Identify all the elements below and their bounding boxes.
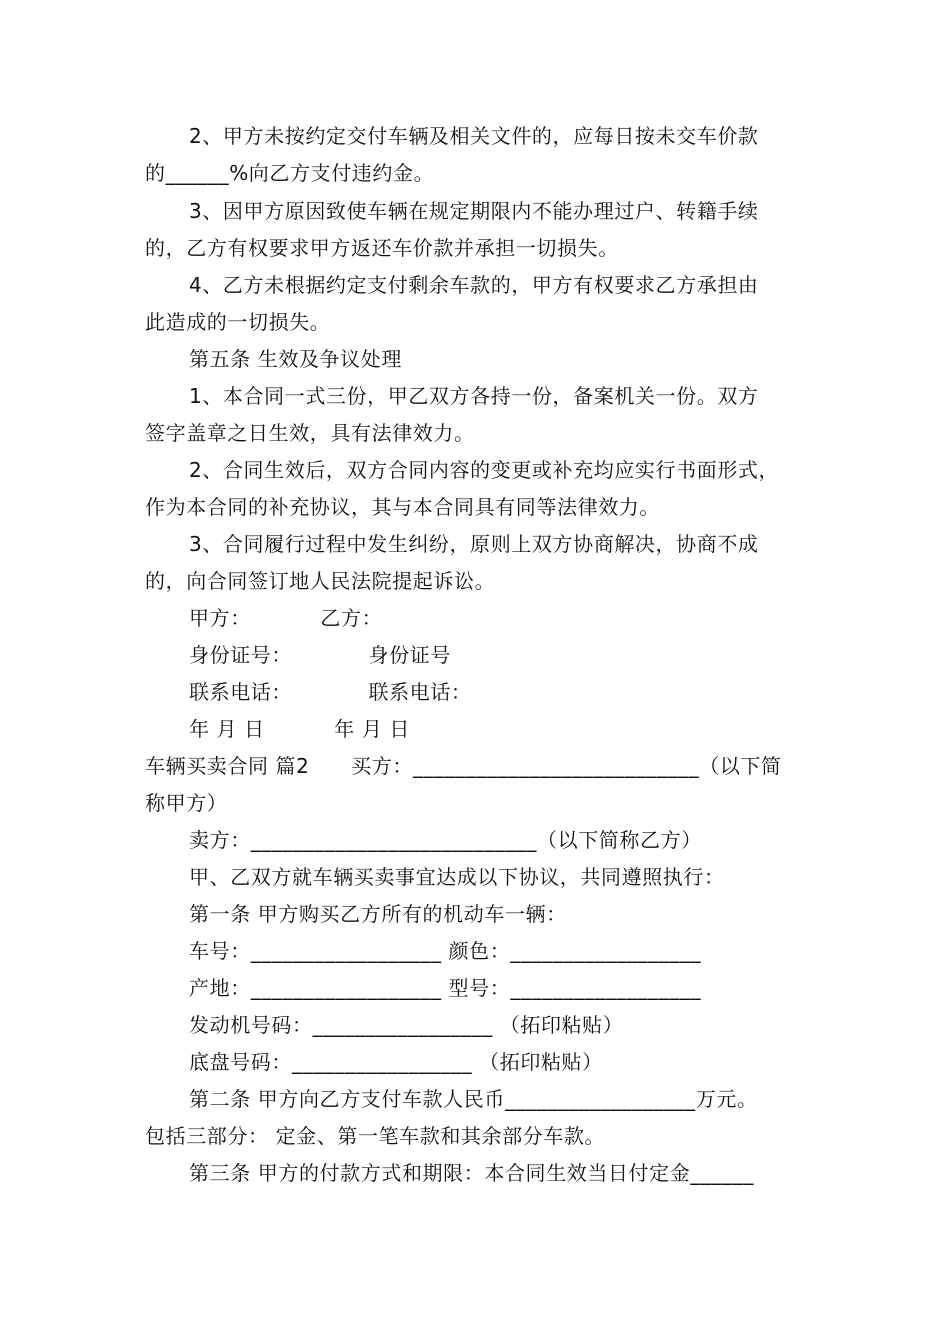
chassis-number-field: 底盘号码：_________________ （拓印粘贴） [189,1050,603,1074]
clause-4-item-2-line-1: 2、甲方未按约定交付车辆及相关文件的，应每日按未交车价款 [189,124,759,148]
clause-4-item-3-line-2: 的，乙方有权要求甲方返还车价款并承担一切损失。 [145,236,619,260]
clause-5-item-1-line-1: 1、本合同一式三份，甲乙双方各持一份，备案机关一份。双方 [189,384,759,408]
clause-4-item-3-line-1: 3、因甲方原因致使车辆在规定期限内不能办理过户、转籍手续 [189,199,759,223]
clause-4-item-4-line-1: 4、乙方未根据约定支付剩余车款的，甲方有权要求乙方承担由 [189,273,759,297]
engine-number-field: 发动机号码：_________________ （拓印粘贴） [189,1013,624,1037]
contract-2-intro: 甲、乙双方就车辆买卖事宜达成以下协议，共同遵照执行： [189,865,725,889]
contract-2-clause-2-line-2: 包括三部分： 定金、第一笔车款和其余部分车款。 [145,1124,606,1148]
contract-2-clause-2-line-1: 第二条 甲方向乙方支付车款人民币__________________万元。 [189,1087,758,1111]
clause-5-item-2-line-2: 作为本合同的补充协议，其与本合同具有同等法律效力。 [145,495,660,519]
contract-2-title-buyer-line-1: 车辆买卖合同 篇2 买方：___________________________（以下简 [145,754,782,778]
clause-5-item-2-line-1: 2、合同生效后，双方合同内容的变更或补充均应实行书面形式， [189,458,780,482]
contract-2-clause-3-line-1: 第三条 甲方的付款方式和期限：本合同生效当日付定金______ [189,1161,754,1185]
clause-5-item-1-line-2: 签字盖章之日生效，具有法律效力。 [145,421,475,445]
signature-dates: 年 月 日 年 月 日 [189,717,411,741]
clause-4-item-4-line-2: 此造成的一切损失。 [145,310,331,334]
signature-phone-numbers: 联系电话： 联系电话： [189,680,472,704]
vehicle-origin-model-fields: 产地：__________________ 型号：__________________ [189,976,702,1000]
contract-2-seller-line: 卖方：___________________________（以下简称乙方） [189,828,702,852]
clause-5-heading: 第五条 生效及争议处理 [189,347,402,371]
contract-2-clause-1-heading: 第一条 甲方购买乙方所有的机动车一辆： [189,902,567,926]
clause-4-item-2-line-2: 的______%向乙方支付违约金。 [145,161,435,185]
vehicle-plate-color-fields: 车号：__________________ 颜色：__________________ [189,939,702,963]
signature-parties: 甲方： 乙方： [189,606,383,630]
contract-2-buyer-line-2: 称甲方） [145,791,228,815]
signature-id-numbers: 身份证号： 身份证号 [189,643,451,667]
clause-5-item-3-line-2: 的，向合同签订地人民法院提起诉讼。 [145,569,496,593]
clause-5-item-3-line-1: 3、合同履行过程中发生纠纷，原则上双方协商解决，协商不成 [189,532,759,556]
